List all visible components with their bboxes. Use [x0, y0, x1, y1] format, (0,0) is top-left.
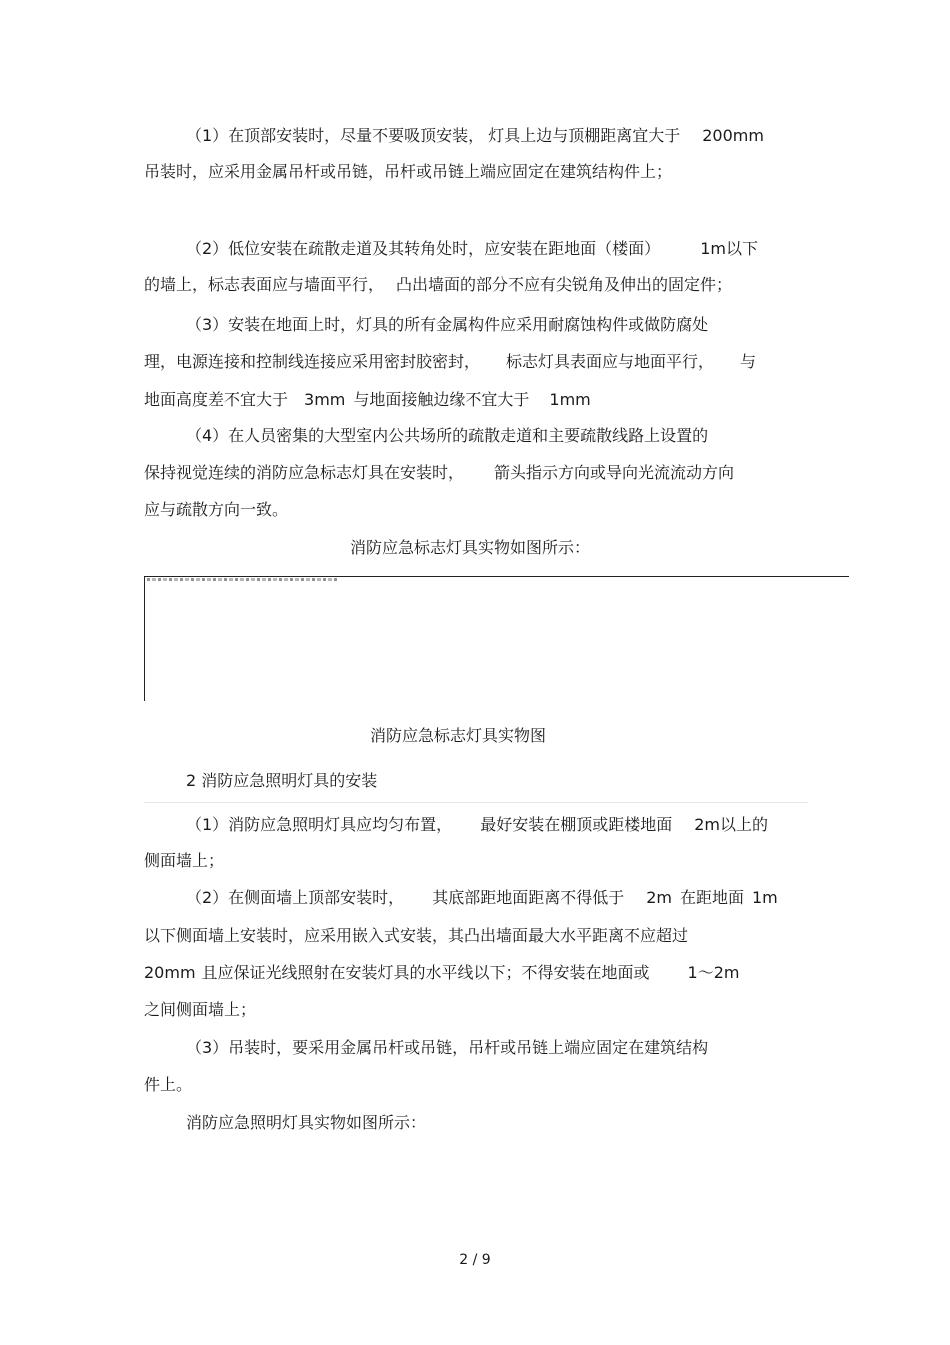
para2-line1-a: （2）低位安装在疏散走道及其转角处时，应安装在距地面（楼面） [186, 239, 661, 258]
para5-line1-a: （1）消防应急照明灯具应均匀布置， [186, 815, 453, 834]
para3-line3-d: 1mm [549, 390, 591, 409]
para5-line1 [186, 815, 768, 835]
para6-line1-d: 在距地面 [679, 888, 744, 907]
para6-line1-c: 2m [646, 888, 672, 907]
para3-line2 [144, 352, 756, 372]
para3-line3-a: 地面高度差不宜大于 [144, 390, 289, 409]
para4-line3: 应与疏散方向一致。 [144, 500, 289, 519]
para6-line4: 之间侧面墙上； [144, 1000, 257, 1019]
para2-line1-b: 1m以下 [700, 239, 758, 258]
para6-line1-a: （2）在侧面墙上顶部安装时， [186, 888, 405, 907]
para7-line2: 件上。 [144, 1075, 193, 1094]
para3-line3 [144, 390, 591, 410]
para5-line1-b: 最好安装在棚顶或距楼地面 [480, 815, 673, 834]
para7-line1: （3）吊装时，要采用金属吊杆或吊链，吊杆或吊链上端应固定在建筑结构 [186, 1038, 709, 1057]
figure1-image-artifact [147, 578, 337, 581]
para1-line1-a: （1）在顶部安装时，尽量不要吸顶安装， [186, 126, 485, 145]
section-divider [144, 802, 808, 803]
para5-line2: 侧面墙上； [144, 851, 225, 870]
figure1-intro: 消防应急标志灯具实物如图所示： [350, 538, 591, 557]
para3-line3-c: 与地面接触边缘不宜大于 [353, 390, 530, 409]
para3-line2-c: 与 [740, 352, 757, 371]
para6-line3-c: 1～2m [687, 963, 740, 982]
para5-line1-c: 2m以上的 [694, 815, 768, 834]
para4-line2-b: 箭头指示方向或导向光流流动方向 [494, 463, 735, 482]
para3-line3-b: 3mm [304, 390, 346, 409]
para3-line2-a: 理，电源连接和控制线连接应采用密封胶密封， [144, 352, 481, 371]
section2-title: 2 消防应急照明灯具的安装 [186, 771, 378, 790]
para6-line2: 以下侧面墙上安装时，应采用嵌入式安装，其凸出墙面最大水平距离不应超过 [144, 926, 689, 945]
para6-line1-e: 1m [751, 888, 778, 907]
para2-line2-a: 的墙上，标志表面应与墙面平行， [144, 275, 385, 294]
para6-line1-b: 其底部距地面距离不得低于 [432, 888, 625, 907]
para4-line2 [144, 463, 734, 483]
para6-line3 [144, 963, 740, 983]
para1-line1 [186, 126, 764, 146]
para3-line2-b: 标志灯具表面应与地面平行， [506, 352, 715, 371]
figure2-intro: 消防应急照明灯具实物如图所示： [186, 1113, 427, 1132]
para2-line1 [186, 239, 758, 259]
para1-line2: 吊装时，应采用金属吊杆或吊链，吊杆或吊链上端应固定在建筑结构件上； [144, 162, 673, 181]
figure1-image [144, 576, 849, 701]
para3-line1: （3）安装在地面上时，灯具的所有金属构件应采用耐腐蚀构件或做防腐处 [186, 315, 709, 334]
para6-line1 [186, 888, 778, 908]
page-number: 2 / 9 [459, 1252, 491, 1268]
para6-line3-b: 且应保证光线照射在安装灯具的水平线以下；不得安装在地面或 [201, 963, 650, 982]
para4-line1: （4）在人员密集的大型室内公共场所的疏散走道和主要疏散线路上设置的 [186, 426, 709, 445]
para4-line2-a: 保持视觉连续的消防应急标志灯具在安装时， [144, 463, 465, 482]
figure1-caption: 消防应急标志灯具实物图 [370, 726, 547, 745]
para2-line2-b: 凸出墙面的部分不应有尖锐角及伸出的固定件； [396, 275, 733, 294]
para2-line2 [144, 275, 732, 295]
para6-line3-a: 20mm [144, 963, 196, 982]
para1-line1-b: 灯具上边与顶棚距离宜大于 [488, 126, 681, 145]
para1-line1-c: 200mm [702, 126, 764, 145]
